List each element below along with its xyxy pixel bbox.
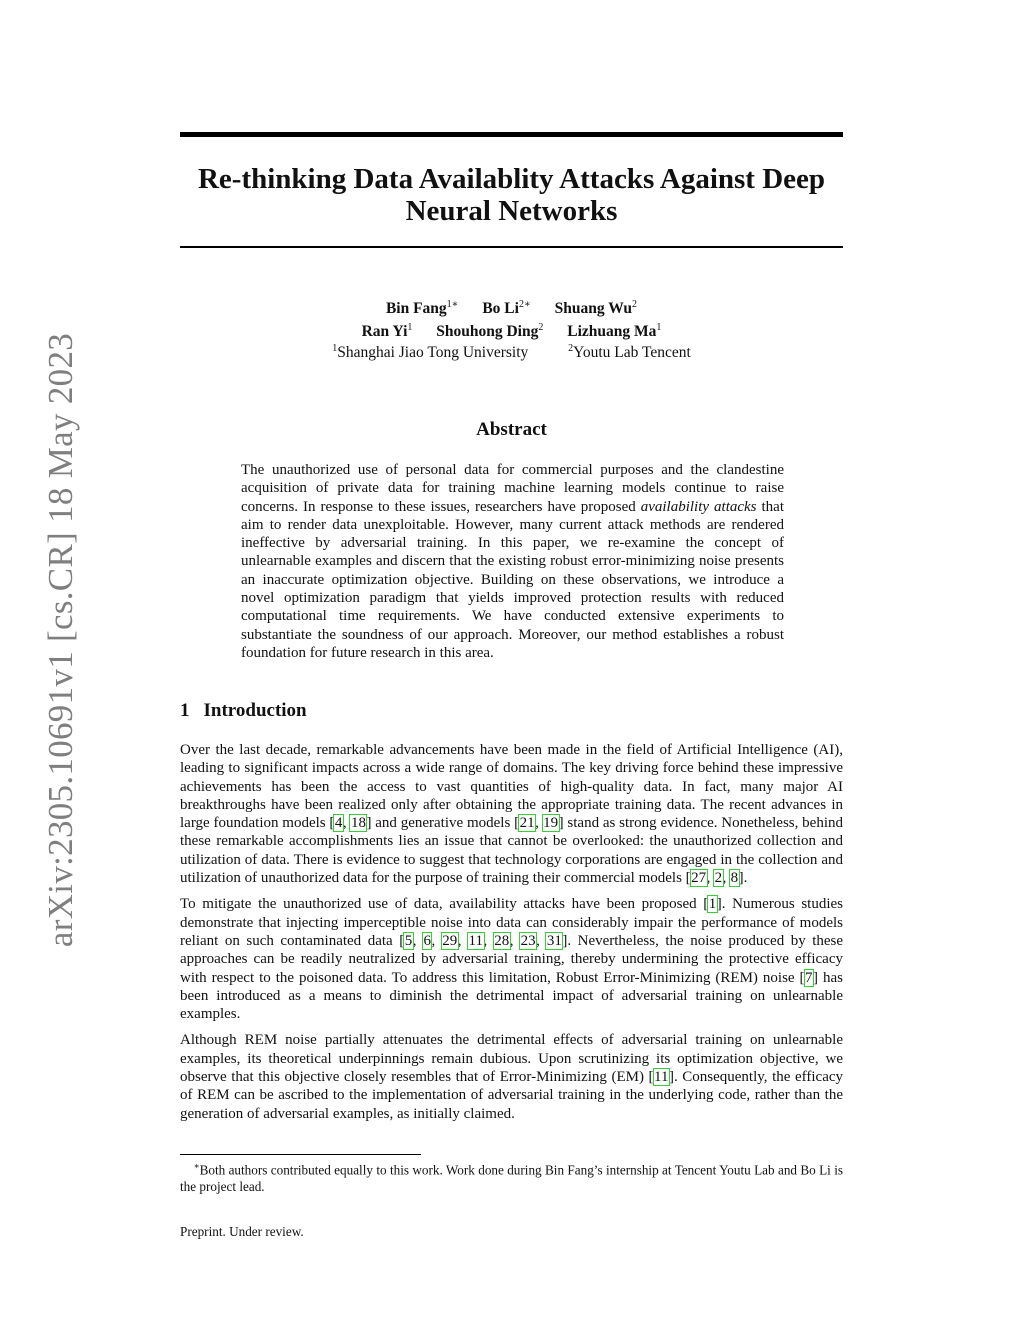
citation-link[interactable]: 27 (691, 870, 707, 887)
citation-link[interactable]: 6 (423, 932, 431, 949)
paragraph: Although REM noise partially attenuates the detrimental effects of adversarial training on unlearnable examples, its theoretical underpinnings remain dubious. Upon scrutinizing its optimization objective, we observe that this objective closely resembles that of Error-Minimizing (EM) [11]. Consequently, the efficacy of REM can be ascribed to the implementation of adversarial training in the underlying code, rather than the generation of adversarial examples, as initially claimed. (180, 1032, 844, 1122)
citation-link[interactable]: 29 (442, 932, 458, 949)
citation-link[interactable]: 18 (350, 815, 366, 832)
author: Shouhong Ding$^2$ (436, 322, 544, 341)
citation-link[interactable]: 31 (546, 932, 562, 949)
footnote: ∗Both authors contributed equally to this work. Work done during Bin Fang’s internship at Tencent Youtu Lab and Bo Li is the project lead. (180, 1161, 843, 1195)
citation-link[interactable]: 5 (404, 932, 413, 949)
footnote-rule (180, 1154, 421, 1155)
citation-link[interactable]: 11 (654, 1069, 669, 1086)
paragraph: Over the last decade, remarkable advancements have been made in the field of Artificial Intelligence (AI), leading to significant impacts across a wide range of domains. The key driving force behind these impressive achievements has been the access to vast quantities of high-quality data. In fact, many major AI breakthroughs have been realized only after obtaining the appropriate training data. The recent advances in large foundation models [4, 18] and generative models [21, 19] stand as strong evidence. Nonetheless, behind these remarkable accomplishments lies an issue that cannot be overlooked: the unauthorized collection and utilization of data. There is evidence to suggest that technology corporations are engaged in the collection and utilization of unauthorized data for the purpose of training their commercial models [27, 2, 8]. (180, 742, 843, 887)
affiliation: $^2$Youtu Lab Tencent (568, 343, 691, 362)
author-block (180, 295, 843, 341)
citation-link[interactable]: 23 (520, 932, 536, 949)
page-footer: Preprint. Under review. (180, 1224, 304, 1239)
citation-link[interactable]: 2 (714, 870, 723, 887)
section-heading: 1 Introduction (180, 700, 307, 721)
citation-link[interactable]: 11 (468, 932, 483, 949)
citation-link[interactable]: 1 (708, 896, 717, 913)
arxiv-identifier: arXiv:2305.10691v1 [cs.CR] 18 May 2023 (41, 332, 80, 948)
title-bottom-rule (180, 246, 843, 248)
citation-link[interactable]: 8 (730, 870, 739, 887)
abstract-heading: Abstract (476, 419, 547, 440)
author: Bin Fang$^{1∗}$ (385, 299, 459, 318)
author-row-2 (180, 318, 843, 341)
author: Shuang Wu$^2$ (554, 299, 638, 318)
author: Ran Yi$^1$ (361, 322, 413, 341)
citation-link[interactable]: 7 (805, 969, 813, 986)
author: Bo $Li^{2∗}$ (482, 299, 531, 318)
citation-link[interactable]: 21 (519, 815, 535, 832)
author: Lizhuang Ma$^1$ (567, 322, 662, 341)
affiliation: $^1$Shanghai Jiao Tong University (332, 343, 529, 362)
introduction-body (180, 741, 843, 1131)
citation-link[interactable]: 19 (543, 815, 559, 832)
paper-title: Re-thinking Data Availablity Attacks Against Deep Neural Networks (197, 163, 826, 227)
citation-link[interactable]: 28 (494, 932, 510, 949)
author-row-1 (180, 295, 843, 318)
affiliations (180, 343, 843, 362)
citation-link[interactable]: 4 (334, 815, 343, 832)
paragraph: To mitigate the unauthorized use of data, availability attacks have been proposed [1]. Numerous studies demonstrate that injecting imperceptible noise into data can considerably impair the performance of models reliant on such contaminated data [5, 6, 29, 11, 28, 23, 31]. Nevertheless, the noise produced by these approaches can be readily neutralized by adversarial training, thereby undermining the protective efficacy with respect to the poisoned data. To address this limitation, Robust Error-Minimizing (REM) noise [7] has been introduced as a means to diminish the detrimental impact of adversarial training on unlearnable examples. (180, 896, 844, 1023)
abstract-text: The unauthorized use of personal data for commercial purposes and the clandestine acquisition of private data for training machine learning models continue to raise concerns. In response to these issues, researchers have proposed availability attacks that aim to render data unexploitable. However, many current attack methods are rendered ineffective by adversarial training. In this paper, we re-examine the concept of unlearnable examples and discern that the existing robust error-minimizing noise presents an inaccurate optimization objective. Building on these observations, we introduce a novel optimization paradigm that yields improved protection results with reduced computational time requirements. We have conducted extensive experiments to substantiate the soundness of our approach. Moreover, our method establishes a robust foundation for future research in this area. (241, 462, 784, 661)
title-top-rule (180, 132, 843, 137)
